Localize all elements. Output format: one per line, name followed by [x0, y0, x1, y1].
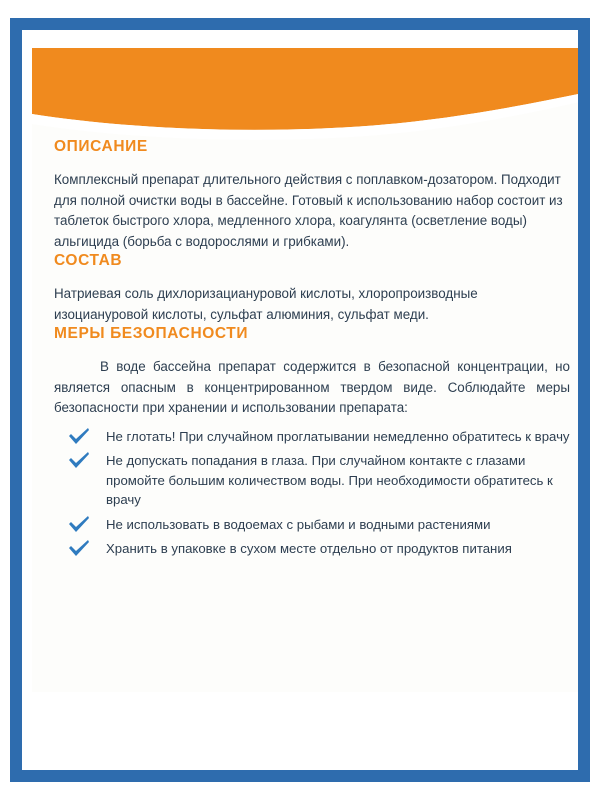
check-mark-shape: [68, 540, 90, 558]
list-item-label: Хранить в упаковке в сухом месте отдельно от продуктов питания: [106, 541, 512, 556]
safety-checklist: [54, 427, 570, 559]
section-heading-description: ОПИСАНИЕ: [54, 138, 148, 155]
list-item-label: Не допускать попадания в глаза. При случайном контакте с глазами промойте большим количеством воды. При необходимости обратитесь к врачу: [106, 453, 553, 507]
swoosh-shape: [32, 48, 588, 140]
check-mark-shape: [68, 516, 90, 534]
orange-header-swoosh: [32, 48, 588, 140]
list-item: [54, 451, 570, 510]
label-inner-surface: [32, 48, 588, 782]
list-item: [54, 539, 570, 559]
list-item-label: Не использовать в водоемах с рыбами и водными растениями: [106, 516, 491, 532]
composition-paragraph: Натриевая соль дихлоризациануровой кислоты, хлоропроизводные изоциануровой кислоты, сульфат алюминия, сульфат меди.: [54, 286, 478, 322]
label-card: [10, 18, 590, 782]
check-mark-shape: [68, 428, 90, 446]
check-icon: [68, 540, 90, 558]
check-icon: [68, 452, 90, 470]
section-heading-safety: МЕРЫ БЕЗОПАСНОСТИ: [54, 325, 249, 342]
list-item-label: Не глотать! При случайном проглатывании немедленно обратитесь к врачу: [106, 428, 570, 444]
check-mark-shape: [68, 452, 90, 470]
description-paragraph: Комплексный препарат длительного действия с поплавком-дозатором. Подходит для полной очистки воды в бассейне. Готовый к использованию набор состоит из таблеток быстрого хлора, медленного хлора, коагулянта (осветление воды) альгицида (борьба с водорослями и грибками).: [54, 172, 563, 249]
check-icon: [68, 516, 90, 534]
label-content: [32, 138, 588, 564]
safety-paragraph: В воде бассейна препарат содержится в безопасной концентрации, но является опасным в концентрированном твердом виде. Соблюдайте меры безопасности при хранении и использовании препарата:: [54, 359, 570, 415]
section-heading-composition: СОСТАВ: [54, 252, 123, 269]
check-icon: [68, 428, 90, 446]
list-item: [54, 515, 570, 535]
list-item: [54, 427, 570, 447]
safety-block: [54, 357, 570, 559]
label-bottom-margin: [32, 692, 588, 782]
